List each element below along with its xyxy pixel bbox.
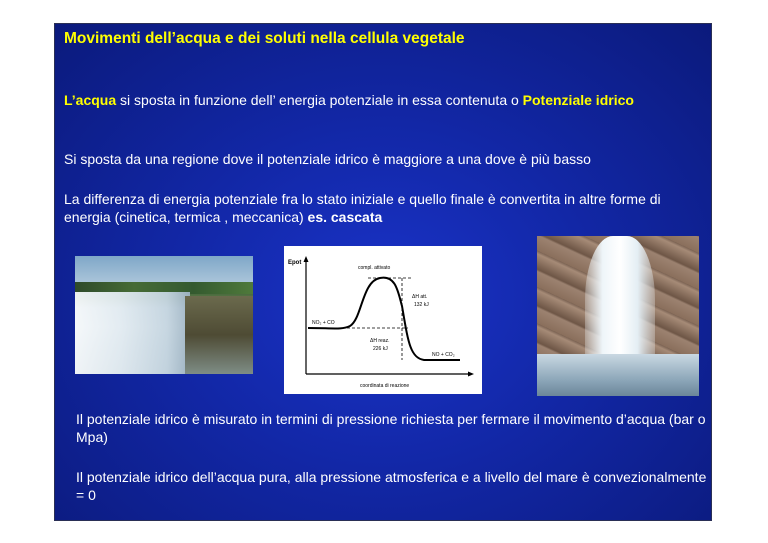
reactants-label: NO₂ + CO bbox=[312, 320, 335, 326]
slide bbox=[55, 24, 711, 520]
slide-title: Movimenti dell’acqua e dei soluti nella cellula vegetale bbox=[64, 30, 465, 47]
y-axis-arrow bbox=[304, 256, 309, 262]
dh-att-label: ΔH att. bbox=[412, 294, 428, 300]
dh-reaz-value: 226 kJ bbox=[373, 346, 388, 352]
keyword-cascata: es. cascata bbox=[307, 209, 383, 225]
paragraph-misurato: Il potenziale idrico è misurato in termini di pressione richiesta per fermare il movimento d’acqua (bar o Mpa) bbox=[76, 411, 706, 445]
paragraph-sposta: Si sposta da una regione dove il potenziale idrico è maggiore a una dove è più basso bbox=[64, 151, 591, 167]
keyword-potenziale-idrico: Potenziale idrico bbox=[522, 92, 634, 108]
paragraph-acqua-text: si sposta in funzione dell’ energia potenziale in essa contenuta o bbox=[116, 92, 523, 108]
dh-att-value: 132 kJ bbox=[414, 302, 429, 308]
energy-diagram bbox=[284, 246, 482, 394]
paragraph-differenza-text: La differenza di energia potenziale fra lo stato iniziale e quello finale è convertita in altre forme di energia (cinetica, termica , meccanica) bbox=[64, 191, 661, 225]
dh-reaz-label: ΔH reaz. bbox=[370, 338, 390, 344]
paragraph-acqua bbox=[64, 91, 704, 109]
y-axis-label: Epot bbox=[288, 260, 302, 266]
energy-diagram-svg bbox=[284, 246, 482, 394]
paragraph-differenza bbox=[64, 190, 704, 226]
x-axis-arrow bbox=[468, 372, 474, 377]
keyword-acqua: L’acqua bbox=[64, 92, 117, 108]
products-label: NO + CO₂ bbox=[432, 352, 455, 358]
fountain-photo bbox=[537, 236, 699, 396]
paragraph-acqua-pura: Il potenziale idrico dell’acqua pura, alla pressione atmosferica e a livello del mare è convezionalmente = 0 bbox=[76, 469, 707, 503]
x-axis-label: coordinata di reazione bbox=[360, 383, 410, 389]
peak-label: compl. attivato bbox=[358, 265, 391, 271]
waterfall-photo bbox=[75, 256, 253, 374]
